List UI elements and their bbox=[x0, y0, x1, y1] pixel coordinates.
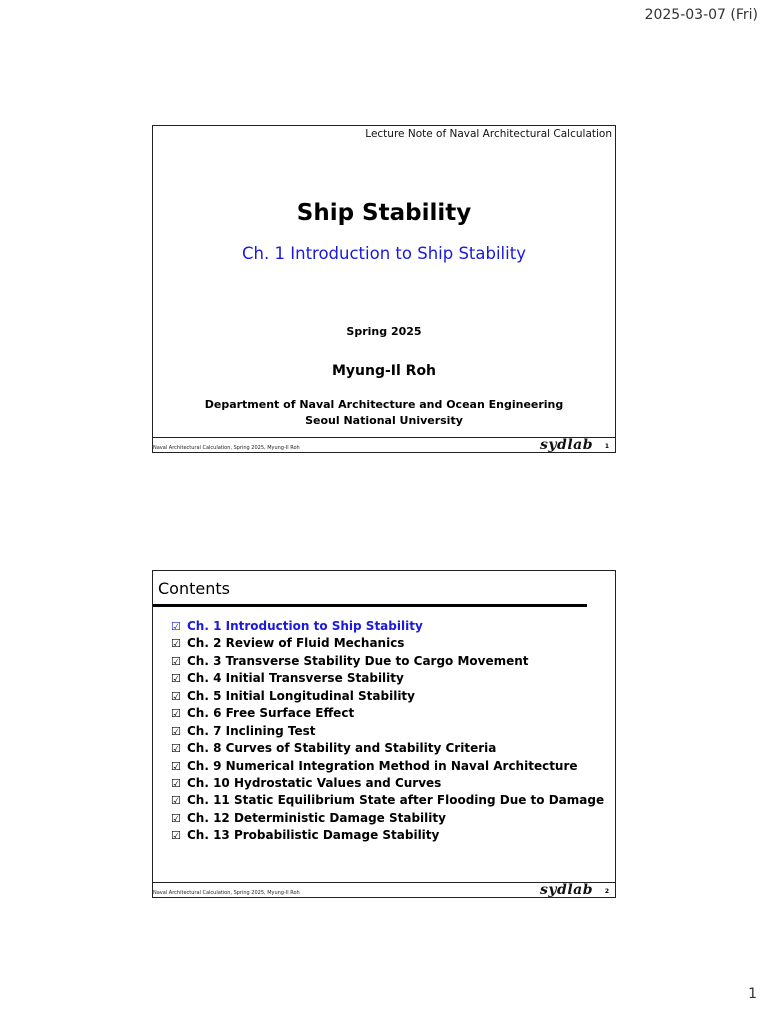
toc-item-label: Ch. 3 Transverse Stability Due to Cargo Movement bbox=[187, 653, 529, 668]
slide-footer bbox=[153, 437, 615, 452]
checkbox-icon: ☑ bbox=[171, 672, 181, 686]
toc-item-label: Ch. 8 Curves of Stability and Stability Criteria bbox=[187, 741, 497, 756]
sydlab-logo: sydlab bbox=[540, 882, 593, 898]
university: Seoul National University bbox=[305, 414, 463, 427]
toc-item-label: Ch. 12 Deterministic Damage Stability bbox=[187, 810, 446, 825]
checkbox-icon: ☑ bbox=[171, 620, 181, 633]
toc-item bbox=[171, 688, 604, 705]
toc-item bbox=[171, 740, 604, 757]
checkbox-icon: ☑ bbox=[171, 759, 181, 773]
toc-item bbox=[171, 653, 604, 670]
toc-item-label: Ch. 6 Free Surface Effect bbox=[187, 706, 355, 721]
toc-item bbox=[171, 635, 604, 652]
toc-item-label: Ch. 13 Probabilistic Damage Stability bbox=[187, 828, 440, 843]
author-name: Myung-Il Roh bbox=[331, 363, 437, 379]
checkbox-icon: ☑ bbox=[171, 637, 181, 651]
checkbox-icon: ☑ bbox=[171, 794, 181, 808]
toc-item bbox=[171, 723, 604, 740]
checkbox-icon: ☑ bbox=[171, 742, 181, 756]
toc-item-label: Ch. 7 Inclining Test bbox=[187, 723, 316, 738]
toc-item bbox=[171, 827, 604, 844]
toc-item bbox=[171, 775, 604, 792]
toc-item-label: Ch. 9 Numerical Integration Method in Naval Architecture bbox=[187, 758, 578, 773]
checkbox-icon: ☑ bbox=[171, 776, 181, 790]
checkbox-icon: ☑ bbox=[171, 707, 181, 721]
checkbox-icon: ☑ bbox=[171, 724, 181, 738]
toc-item-label: Ch. 11 Static Equilibrium State after Flooding Due to Damage bbox=[187, 793, 605, 808]
toc-item bbox=[171, 705, 604, 722]
toc-item bbox=[171, 792, 604, 809]
lecture-note-header: Lecture Note of Naval Architectural Calculation bbox=[365, 128, 612, 140]
page-date: 2025-03-07 (Fri) bbox=[644, 7, 758, 23]
toc-item-label: Ch. 1 Introduction to Ship Stability bbox=[187, 619, 423, 633]
page-number: 1 bbox=[748, 986, 757, 1002]
slide-footer bbox=[153, 882, 615, 897]
checkbox-icon: ☑ bbox=[171, 654, 181, 668]
toc-item-label: Ch. 4 Initial Transverse Stability bbox=[187, 671, 404, 686]
semester: Spring 2025 bbox=[346, 325, 422, 338]
slide-subtitle: Ch. 1 Introduction to Ship Stability bbox=[242, 244, 526, 263]
sydlab-logo: sydlab bbox=[540, 437, 593, 453]
checkbox-icon: ☑ bbox=[171, 689, 181, 703]
toc-item bbox=[171, 810, 604, 827]
toc-item bbox=[171, 758, 604, 775]
title-rule bbox=[153, 604, 587, 607]
slide-2 bbox=[152, 570, 616, 898]
footer-text: Naval Architectural Calculation, Spring 2025, Myung-Il Roh bbox=[153, 890, 300, 896]
slide-title: Ship Stability bbox=[296, 200, 472, 226]
footer-text: Naval Architectural Calculation, Spring 2025, Myung-Il Roh bbox=[153, 445, 300, 451]
toc-item-label: Ch. 5 Initial Longitudinal Stability bbox=[187, 688, 415, 703]
toc-item bbox=[171, 670, 604, 687]
toc-item-label: Ch. 10 Hydrostatic Values and Curves bbox=[187, 775, 442, 790]
toc-item-label: Ch. 2 Review of Fluid Mechanics bbox=[187, 636, 405, 651]
checkbox-icon: ☑ bbox=[171, 811, 181, 825]
slide-1 bbox=[152, 125, 616, 453]
slide-number: 2 bbox=[604, 888, 609, 895]
slide-number: 1 bbox=[604, 443, 609, 450]
table-of-contents bbox=[171, 618, 604, 845]
contents-title: Contents bbox=[158, 579, 230, 598]
toc-item bbox=[171, 618, 604, 635]
checkbox-icon: ☑ bbox=[171, 829, 181, 843]
department: Department of Naval Architecture and Ocean Engineering bbox=[204, 398, 564, 411]
